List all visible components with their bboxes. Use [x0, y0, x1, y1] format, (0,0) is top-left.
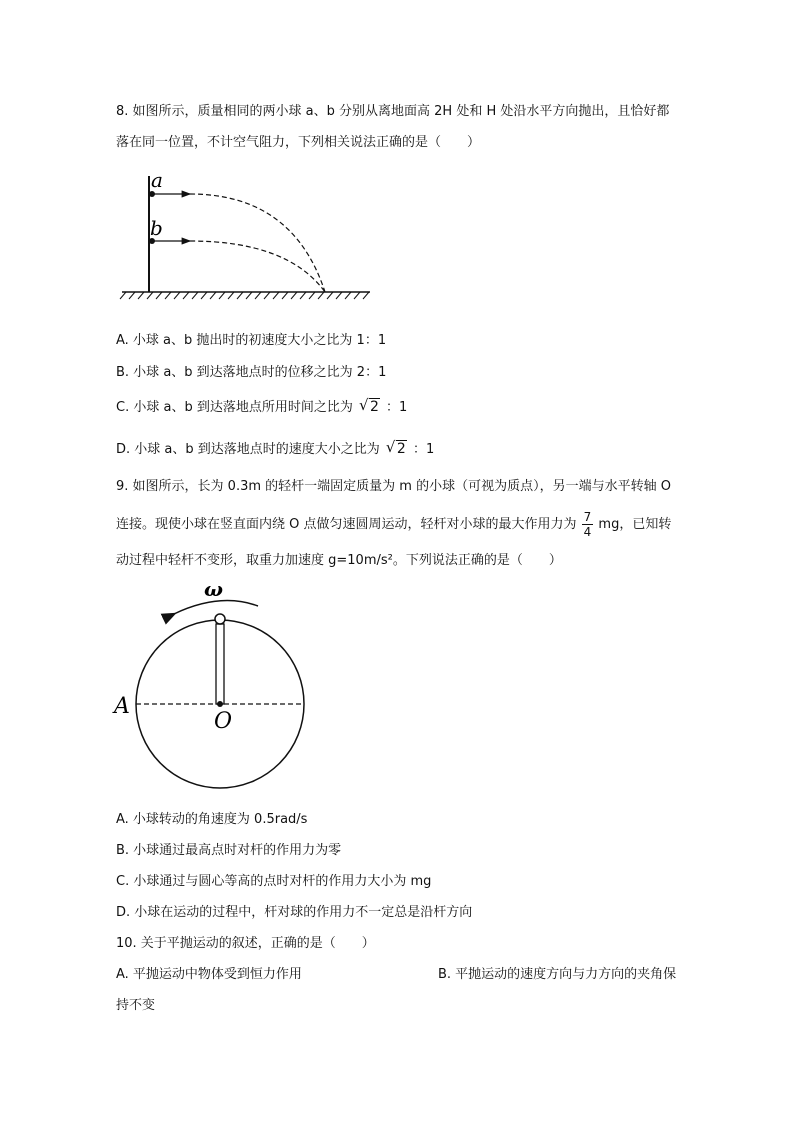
q10-option-b-line1: B. 平抛运动的速度方向与力方向的夹角保	[438, 967, 677, 982]
q8-stem-line1: 8. 如图所示，质量相同的两小球 a、b 分别从离地面高 2H 处和 H 处沿水平方向抛出，且恰好都	[116, 104, 670, 119]
q9-option-b: B. 小球通过最高点时对杆的作用力为零	[116, 843, 342, 858]
sqrt-symbol: √ 2	[385, 438, 406, 457]
q9-label-omega: ω	[204, 577, 224, 601]
q8-figure	[118, 168, 378, 303]
q9-ball	[215, 614, 225, 624]
q8-option-a: A. 小球 a、b 抛出时的初速度大小之比为 1：1	[116, 333, 387, 348]
q8-option-c: C. 小球 a、b 到达落地点所用时间之比为 √ 2 ：1	[116, 396, 408, 415]
q9-stem-line3: 动过程中轻杆不变形，取重力加速度 g=10m/s²。下列说法正确的是（ ）	[116, 553, 562, 568]
q8-option-c-text: C. 小球 a、b 到达落地点所用时间之比为	[116, 400, 353, 415]
q8-option-d-text: D. 小球 a、b 到达落地点时的速度大小之比为	[116, 442, 380, 457]
q9-option-a: A. 小球转动的角速度为 0.5rad/s	[116, 812, 308, 827]
q9-figure	[110, 576, 310, 796]
q8-label-a: a	[151, 168, 163, 192]
q9-option-d: D. 小球在运动的过程中，杆对球的作用力不一定总是沿杆方向	[116, 905, 473, 920]
q8-option-d: D. 小球 a、b 到达落地点时的速度大小之比为 √ 2 ：1	[116, 438, 435, 457]
q10-stem: 10. 关于平抛运动的叙述，正确的是（ ）	[116, 936, 375, 951]
q8-trajectory-a	[190, 194, 325, 292]
q8-label-b: b	[150, 216, 163, 240]
q9-pivot	[217, 701, 223, 707]
q8-stem-line2: 落在同一位置，不计空气阻力，下列相关说法正确的是（ ）	[116, 135, 481, 150]
sqrt-symbol: √ 2	[358, 396, 379, 415]
q9-rod	[216, 624, 224, 704]
q9-label-a: A	[114, 694, 130, 719]
q9-stem-line2: 连接。现使小球在竖直面内绕 O 点做匀速圆周运动，轻杆对小球的最大作用力为 $\frac{7}{4}$ mg，已知转	[116, 510, 672, 539]
q9-rotation-arrow	[174, 601, 258, 614]
q9-option-c: C. 小球通过与圆心等高的点时对杆的作用力大小为 mg	[116, 874, 432, 889]
q10-option-a: A. 平抛运动中物体受到恒力作用	[116, 967, 302, 982]
q9-stem-line1: 9. 如图所示，长为 0.3m 的轻杆一端固定质量为 m 的小球（可视为质点），另一端与水平转轴 O	[116, 479, 671, 494]
q8-option-b: B. 小球 a、b 到达落地点时的位移之比为 2：1	[116, 365, 387, 380]
q8-ground-hatch	[120, 292, 369, 299]
fraction-7-4: $\frac{7}{4}$	[583, 510, 592, 539]
q10-option-b-line2: 持不变	[116, 998, 156, 1013]
q9-label-o: O	[214, 709, 233, 734]
